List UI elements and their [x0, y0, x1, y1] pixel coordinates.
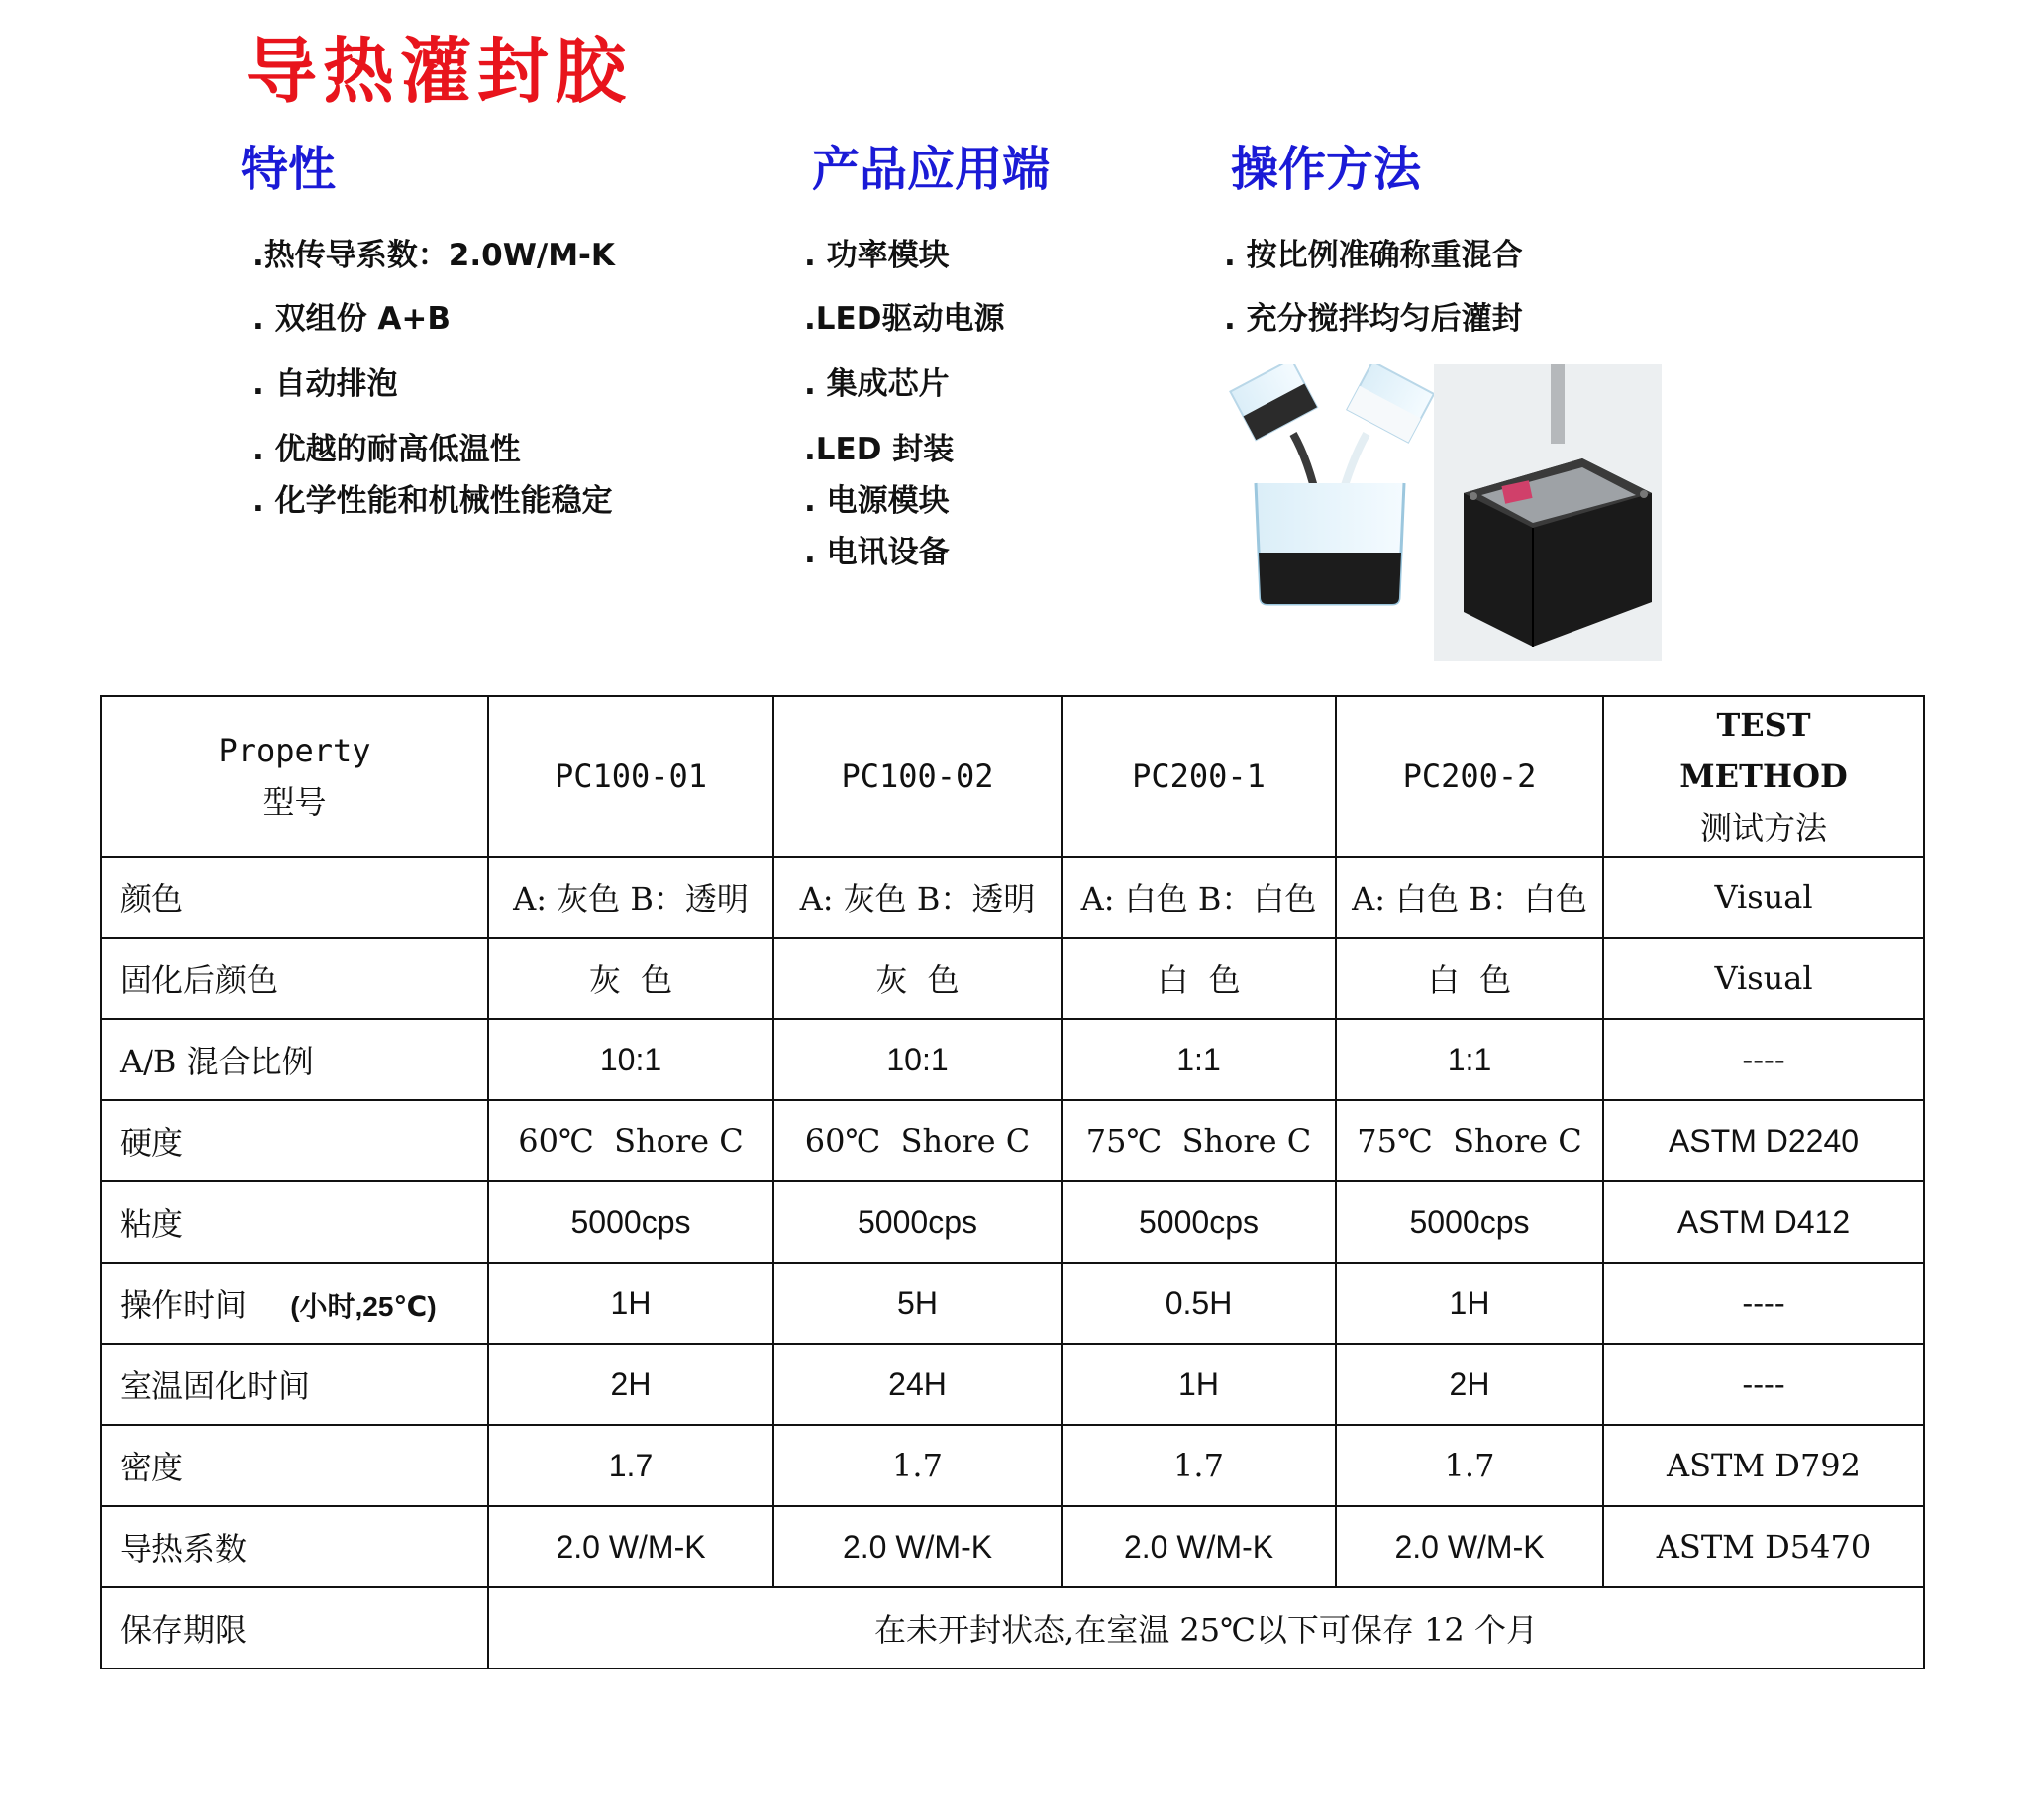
header-method-cn: 测试方法: [1699, 809, 1827, 847]
row-value: 2.0 W/M-K: [1336, 1506, 1603, 1587]
table-row: [101, 1100, 1924, 1181]
header-property-en: Property: [218, 732, 371, 769]
row-value: 2.0 W/M-K: [488, 1506, 773, 1587]
page-title: 导热灌封胶: [246, 29, 633, 113]
row-value: 0.5H: [1062, 1263, 1336, 1344]
row-method: ----: [1603, 1019, 1924, 1100]
feature-item: .热传导系数：2.0W/M-K: [253, 238, 615, 273]
row-value: 1.7: [488, 1425, 773, 1506]
features-list: [253, 230, 767, 527]
mixing-beaker-illustration: [1216, 364, 1444, 612]
row-value: 白 色: [1062, 938, 1336, 1019]
table-row: [101, 938, 1924, 1019]
table-row: [101, 857, 1924, 938]
row-value: 2.0 W/M-K: [773, 1506, 1062, 1587]
table-row: [101, 1181, 1924, 1263]
row-value: 5H: [773, 1263, 1062, 1344]
application-item: . 电源模块: [804, 483, 950, 519]
row-property: 室温固化时间: [101, 1344, 488, 1425]
applications-list: [804, 230, 1121, 586]
applications-heading: 产品应用端: [812, 142, 1051, 197]
row-property: 硬度: [101, 1100, 488, 1181]
row-value: 5000cps: [773, 1181, 1062, 1263]
row-property: 粘度: [101, 1181, 488, 1263]
row-method: ASTM D412: [1603, 1181, 1924, 1263]
row-value: 2.0 W/M-K: [1062, 1506, 1336, 1587]
row-property: 导热系数: [101, 1506, 488, 1587]
row-value: 1.7: [1336, 1425, 1603, 1506]
row-value: 60℃ Shore C: [488, 1100, 773, 1181]
row-method: ----: [1603, 1263, 1924, 1344]
row-value: 2H: [1336, 1344, 1603, 1425]
header-method-line2: METHOD: [1679, 758, 1848, 795]
header-model-cell: PC200-1: [1062, 696, 1336, 857]
row-value: 1.7: [773, 1425, 1062, 1506]
row-property: [101, 1263, 488, 1344]
table-row: [101, 1019, 1924, 1100]
potting-box-illustration: [1434, 364, 1662, 661]
row-value: 灰 色: [773, 938, 1062, 1019]
row-method: ASTM D792: [1603, 1425, 1924, 1506]
row-value: 10:1: [488, 1019, 773, 1100]
header-model-cell: PC200-2: [1336, 696, 1603, 857]
header-model-cell: PC100-02: [773, 696, 1062, 857]
application-item: . 功率模块: [804, 238, 950, 273]
row-method: Visual: [1603, 938, 1924, 1019]
row-value: 75℃ Shore C: [1336, 1100, 1603, 1181]
application-item: .LED 封装: [804, 432, 955, 467]
row-value: A: 白色 B：白色: [1336, 857, 1603, 938]
row-property: 颜色: [101, 857, 488, 938]
row-value: 1H: [488, 1263, 773, 1344]
table-row: [101, 1263, 1924, 1344]
row-value: 白 色: [1336, 938, 1603, 1019]
operation-heading: 操作方法: [1231, 142, 1422, 197]
feature-item: . 化学性能和机械性能稳定: [253, 483, 613, 519]
row-value: 2H: [488, 1344, 773, 1425]
row-property-label: 操作时间: [120, 1286, 248, 1324]
table-row: [101, 1506, 1924, 1587]
storage-value: 在未开封状态,在室温 25℃以下可保存 12 个月: [488, 1587, 1924, 1668]
row-property: 固化后颜色: [101, 938, 488, 1019]
row-value: 1.7: [1062, 1425, 1336, 1506]
features-heading: 特性: [241, 142, 337, 197]
row-value: 10:1: [773, 1019, 1062, 1100]
row-method: ----: [1603, 1344, 1924, 1425]
application-item: . 电讯设备: [804, 535, 950, 570]
row-value: 灰 色: [488, 938, 773, 1019]
feature-item: . 双组份 A+B: [253, 301, 451, 337]
header-method-line1: TEST: [1716, 706, 1811, 744]
header-method-cell: [1603, 696, 1924, 857]
table-row: [101, 1344, 1924, 1425]
application-item: . 集成芯片: [804, 366, 950, 402]
row-value: 5000cps: [1336, 1181, 1603, 1263]
header-property-cell: [101, 696, 488, 857]
row-value: 1H: [1062, 1344, 1336, 1425]
row-property-note: (小时,25℃): [290, 1291, 437, 1322]
row-value: 75℃ Shore C: [1062, 1100, 1336, 1181]
row-method: Visual: [1603, 857, 1924, 938]
row-value: 1:1: [1062, 1019, 1336, 1100]
row-value: 60℃ Shore C: [773, 1100, 1062, 1181]
row-value: 5000cps: [1062, 1181, 1336, 1263]
table-row: [101, 1425, 1924, 1506]
feature-item: . 自动排泡: [253, 366, 398, 402]
row-value: 24H: [773, 1344, 1062, 1425]
spec-table: [100, 695, 1925, 1669]
header-model-cell: PC100-01: [488, 696, 773, 857]
operation-list: [1224, 230, 1640, 349]
table-header-row: [101, 696, 1924, 857]
application-item: .LED驱动电源: [804, 301, 1005, 337]
row-method: ASTM D5470: [1603, 1506, 1924, 1587]
row-property: A/B 混合比例: [101, 1019, 488, 1100]
row-value: 1:1: [1336, 1019, 1603, 1100]
row-method: ASTM D2240: [1603, 1100, 1924, 1181]
table-row-storage: [101, 1587, 1924, 1668]
operation-item: . 按比例准确称重混合: [1224, 238, 1523, 273]
header-property-cn: 型号: [262, 783, 327, 821]
feature-item: . 优越的耐高低温性: [253, 432, 521, 467]
row-value: 1H: [1336, 1263, 1603, 1344]
operation-item: . 充分搅拌均匀后灌封: [1224, 301, 1523, 337]
row-property: 保存期限: [101, 1587, 488, 1668]
row-value: 5000cps: [488, 1181, 773, 1263]
row-value: A: 灰色 B：透明: [773, 857, 1062, 938]
row-property: 密度: [101, 1425, 488, 1506]
row-value: A: 灰色 B：透明: [488, 857, 773, 938]
row-value: A: 白色 B：白色: [1062, 857, 1336, 938]
